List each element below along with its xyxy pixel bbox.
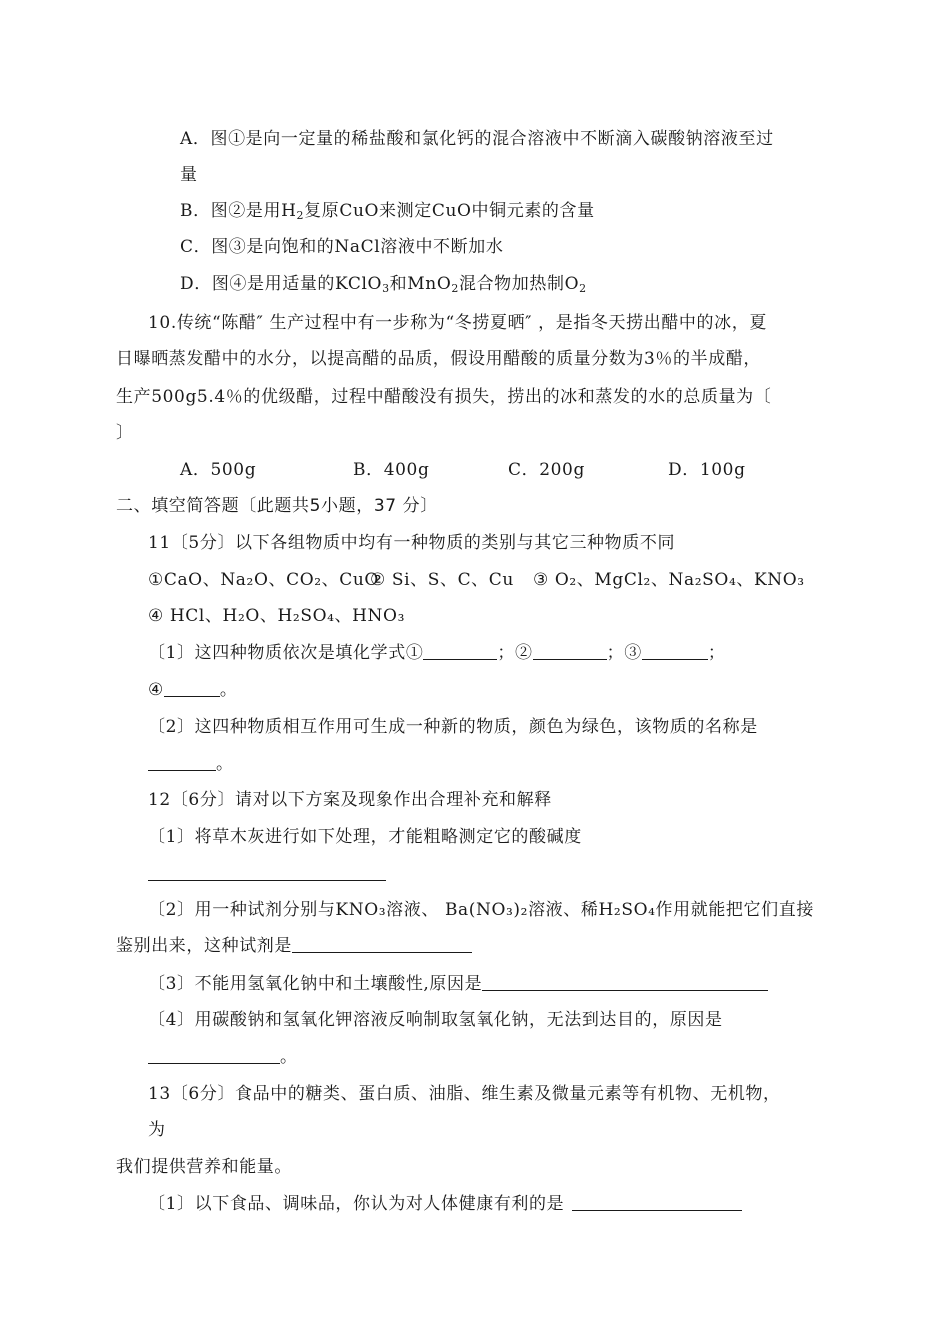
q12-answer-blank-3[interactable] (482, 974, 768, 991)
section-2-title: 二、填空简答题〔此题共5小题，37 分〕 (116, 496, 438, 516)
q13-answer-blank-1[interactable] (572, 1194, 742, 1211)
q11-part1-label4: ④ (148, 680, 164, 700)
q9-option-b-sub: 2 (296, 209, 305, 222)
q9-option-d-sub1: 3 (382, 282, 390, 295)
q11-part2: 〔2〕这四种物质相互作用可生成一种新的物质，颜色为绿色，该物质的名称是 (148, 717, 758, 737)
q12-answer-line-1[interactable] (148, 880, 386, 881)
q11-answer-blank-5[interactable] (148, 754, 216, 771)
q12-part3 (148, 973, 768, 995)
q11-answer-blank-4[interactable] (164, 680, 220, 697)
q9-option-a-line1: A．图①是向一定量的稀盐酸和氯化钙的混合溶液中不断滴入碳酸钠溶液至过 (180, 129, 774, 149)
q9-option-d-mid: 和MnO (389, 274, 452, 294)
q11-group-3: ③ O₂、MgCl₂、Na₂SO₄、KNO₃ (533, 570, 805, 590)
q12-part2-label: 鉴别出来，这种试剂是 (116, 936, 292, 956)
q11-part1-end: 。 (219, 680, 238, 700)
q11-group-2: ② Si、S、C、Cu (370, 570, 514, 590)
q9-option-b-post: 复原CuO来测定CuO中铜元素的含量 (304, 201, 595, 221)
q9-option-a-line2: 量 (180, 165, 198, 185)
q12-part4-end: 。 (280, 1047, 298, 1067)
q11-group-4: ④ HCl、H₂O、H₂SO₄、HNO₃ (148, 606, 405, 626)
q9-option-c: C．图③是向饱和的NaCl溶液中不断加水 (180, 237, 504, 257)
q11-part2-end: 。 (216, 754, 234, 774)
q11-stem: 11〔5分〕以下各组物质中均有一种物质的类别与其它三种物质不同 (148, 533, 676, 553)
q13-stem-line3: 我们提供营养和能量。 (116, 1157, 292, 1177)
q10-stem-line3: 生产500g5.4％的优级醋，过程中醋酸没有损失，捞出的冰和蒸发的水的总质量为〔 (116, 387, 772, 407)
q9-option-d (180, 273, 587, 295)
q9-option-d-sub2: 2 (451, 282, 459, 295)
q13-part1 (148, 1193, 742, 1215)
q12-answer-blank-4[interactable] (148, 1047, 280, 1064)
q12-part2-line2 (116, 935, 472, 957)
q10-stem-line1: 10.传统“陈醋″ 生产过程中有一步称为“冬捞夏晒″ ，是指冬天捞出醋中的冰，夏 (148, 313, 767, 333)
q12-part4: 〔4〕用碳酸钠和氢氧化钾溶液反响制取氢氧化钠，无法到达目的，原因是 (148, 1010, 723, 1030)
q12-part3-label: 〔3〕不能用氢氧化钠中和土壤酸性,原因是 (148, 974, 483, 994)
q10-option-a: A．500g (180, 460, 257, 480)
q10-option-b: B．400g (353, 460, 430, 480)
q11-answer-blank-3[interactable] (642, 643, 708, 660)
q11-part1-sep3: ；③ (606, 643, 642, 663)
q10-stem-line2: 日曝晒蒸发醋中的水分，以提高醋的品质，假设用醋酸的质量分数为3％的半成醋， (116, 349, 762, 369)
q13-stem-line2: 为 (148, 1120, 166, 1140)
q12-part4-cont (148, 1046, 298, 1068)
q11-answer-blank-1[interactable] (423, 643, 497, 660)
q11-part2-cont (148, 753, 234, 775)
q12-answer-blank-2[interactable] (292, 936, 472, 953)
q10-option-c: C．200g (508, 460, 585, 480)
q12-part2-line1: 〔2〕用一种试剂分别与KNO₃溶液、 Ba(NO₃)₂溶液、稀H₂SO₄作用就能把它们直接 (148, 900, 814, 920)
q10-option-d: D．100g (668, 460, 746, 480)
q11-part1-sep2: ；② (497, 643, 533, 663)
q11-answer-blank-2[interactable] (533, 643, 607, 660)
q12-stem: 12〔6分〕请对以下方案及现象作出合理补充和解释 (148, 790, 552, 810)
q13-stem-line1: 13〔6分〕食品中的糖类、蛋白质、油脂、维生素及微量元素等有机物、无机物， (148, 1084, 781, 1104)
q9-option-d-post: 混合物加热制O (458, 274, 580, 294)
q11-group-1: ①CaO、Na₂O、CO₂、CuO (148, 570, 379, 590)
q11-part1 (148, 642, 725, 664)
q11-part1-sep4: ； (707, 643, 726, 663)
q9-option-d-sub3: 2 (579, 282, 587, 295)
q12-part1: 〔1〕将草木灰进行如下处理，才能粗略测定它的酸碱度 (148, 827, 582, 847)
q9-option-b (180, 200, 595, 222)
q10-stem-line4: 〕 (116, 423, 134, 443)
q9-option-b-pre: B．图②是用H (180, 201, 297, 221)
q13-part1-label: 〔1〕以下食品、调味品，你认为对人体健康有利的是 (148, 1194, 565, 1214)
q11-part1-cont (148, 679, 237, 701)
q11-part1-label: 〔1〕这四种物质依次是填化学式① (148, 643, 424, 663)
q9-option-d-pre: D．图④是用适量的KClO (180, 274, 383, 294)
